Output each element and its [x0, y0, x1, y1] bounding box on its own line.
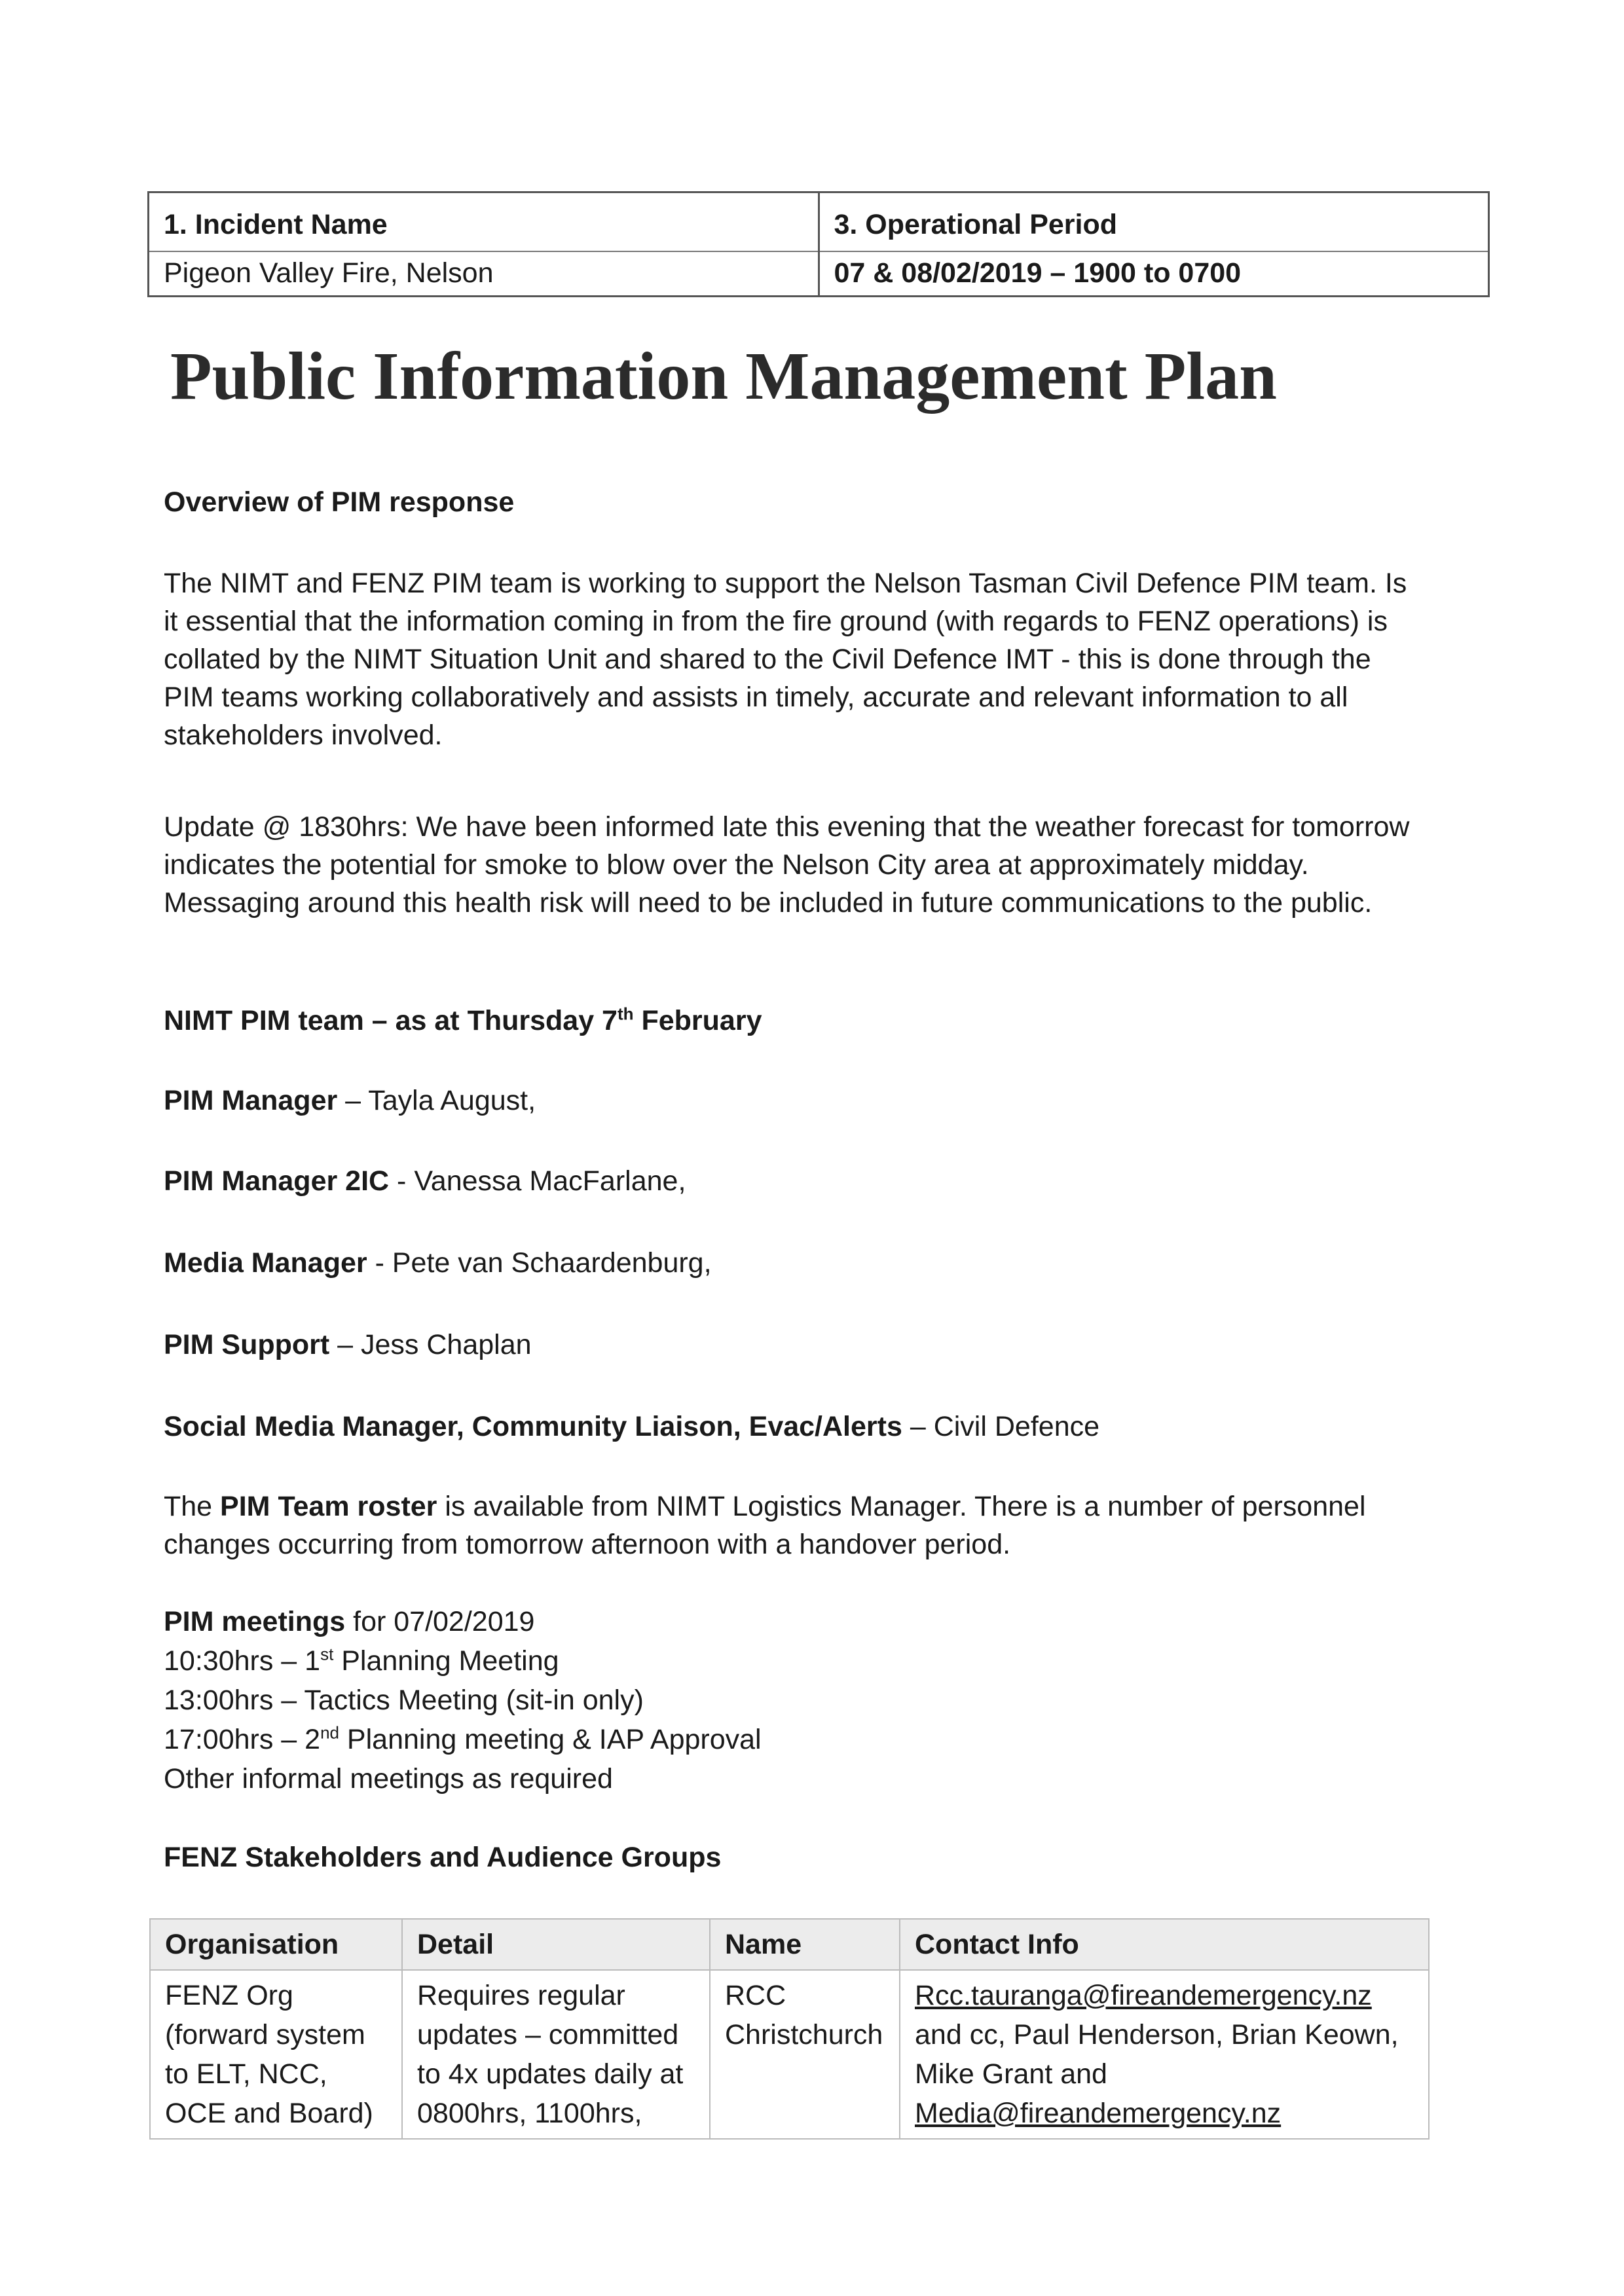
header-divider: [149, 251, 818, 252]
team-member: [164, 1244, 1428, 1282]
cell-contact: [900, 1970, 1429, 2139]
meeting-title: Planning Meeting: [333, 1645, 559, 1677]
header-divider: [820, 251, 1488, 252]
roster-paragraph: [164, 1487, 1428, 1563]
column-header-organisation: Organisation: [150, 1919, 402, 1970]
column-header-contact: Contact Info: [900, 1919, 1429, 1970]
incident-name-cell: [149, 193, 818, 295]
column-header-detail: Detail: [402, 1919, 710, 1970]
contact-text: and cc, Paul Henderson, Brian Keown, Mike Grant and: [915, 2019, 1399, 2090]
roster-bold: PIM Team roster: [220, 1491, 437, 1522]
team-member: [164, 1408, 1428, 1446]
member-separator: –: [337, 1085, 369, 1116]
table-row: [150, 1970, 1429, 2139]
meetings-heading: [164, 1603, 1428, 1641]
incident-header-box: [147, 191, 1490, 297]
operational-period-label: 3. Operational Period: [834, 209, 1117, 240]
incident-name-value: Pigeon Valley Fire, Nelson: [164, 257, 494, 289]
member-separator: –: [902, 1411, 934, 1442]
member-name: Tayla August,: [368, 1085, 536, 1116]
member-separator: –: [329, 1329, 361, 1360]
meeting-item: Other informal meetings as required: [164, 1763, 613, 1795]
meetings-heading-bold: PIM meetings: [164, 1606, 346, 1637]
member-separator: -: [367, 1247, 392, 1279]
update-paragraph: Update @ 1830hrs: We have been informed late this evening that the weather forecast for tomorrow indicates the potential for smoke to blow over the Nelson City area at approximately midday. Messaging around this health risk will need to be included in future communications to the public.: [164, 811, 1410, 919]
meeting-item: [164, 1642, 1428, 1680]
team-member: [164, 1162, 1428, 1200]
team-member: [164, 1082, 1428, 1120]
member-role: Social Media Manager, Community Liaison, Evac/Alerts: [164, 1411, 902, 1442]
column-header-name: Name: [710, 1919, 900, 1970]
member-role: Media Manager: [164, 1247, 367, 1279]
incident-name-label: 1. Incident Name: [164, 209, 388, 240]
team-heading-text: NIMT PIM team – as at Thursday 7: [164, 1005, 618, 1036]
member-name: Civil Defence: [933, 1411, 1100, 1442]
overview-paragraph: The NIMT and FENZ PIM team is working to support the Nelson Tasman Civil Defence PIM team. Is it essential that the information coming in from the fire ground (with regards to FENZ operations) is collated by the NIMT Situation Unit and shared to the Civil Defence IMT - this is done through the PIM teams working collaboratively and assists in timely, accurate and relevant information to all stakeholders involved.: [164, 568, 1407, 751]
page-title: Public Information Management Plan: [170, 338, 1277, 414]
meeting-item: 13:00hrs – Tactics Meeting (sit-in only): [164, 1685, 644, 1716]
roster-text-rest: is available from NIMT Logistics Manager. There is a number of personnel changes occurring from tomorrow afternoon with a handover period.: [164, 1491, 1366, 1560]
team-heading: [164, 1002, 1428, 1040]
roster-text: The: [164, 1491, 221, 1522]
member-name: Jess Chaplan: [361, 1329, 532, 1360]
cell-organisation: FENZ Org (forward system to ELT, NCC, OCE and Board): [150, 1970, 402, 2139]
email-link-media[interactable]: Media@fireandemergency.nz: [915, 2098, 1282, 2129]
table-header-row: [150, 1919, 1429, 1970]
stakeholders-heading: FENZ Stakeholders and Audience Groups: [164, 1842, 722, 1873]
member-name: Vanessa MacFarlane,: [414, 1165, 686, 1197]
meeting-title: Planning meeting & IAP Approval: [339, 1724, 762, 1755]
member-role: PIM Manager 2IC: [164, 1165, 390, 1197]
meeting-time: 17:00hrs – 2: [164, 1724, 321, 1755]
member-name: Pete van Schaardenburg,: [392, 1247, 712, 1279]
meetings-heading-date: for 07/02/2019: [345, 1606, 535, 1637]
email-link-rcc[interactable]: Rcc.tauranga@fireandemergency.nz: [915, 1980, 1372, 2011]
cell-detail: Requires regular updates – committed to 4x updates daily at 0800hrs, 1100hrs,: [402, 1970, 710, 2139]
member-role: PIM Support: [164, 1329, 330, 1360]
overview-heading: Overview of PIM response: [164, 486, 515, 518]
member-separator: -: [389, 1165, 415, 1197]
member-role: PIM Manager: [164, 1085, 338, 1116]
meeting-sup: nd: [320, 1722, 339, 1743]
meeting-item: [164, 1721, 1428, 1758]
cell-name: RCC Christchurch: [710, 1970, 900, 2139]
meeting-sup: st: [320, 1644, 334, 1664]
meeting-time: 10:30hrs – 1: [164, 1645, 321, 1677]
operational-period-cell: [818, 193, 1488, 295]
stakeholders-table: [149, 1918, 1430, 2140]
operational-period-value: 07 & 08/02/2019 – 1900 to 0700: [834, 257, 1242, 289]
team-member: [164, 1326, 1428, 1364]
team-heading-month: February: [633, 1005, 762, 1036]
team-heading-sup: th: [617, 1004, 634, 1024]
